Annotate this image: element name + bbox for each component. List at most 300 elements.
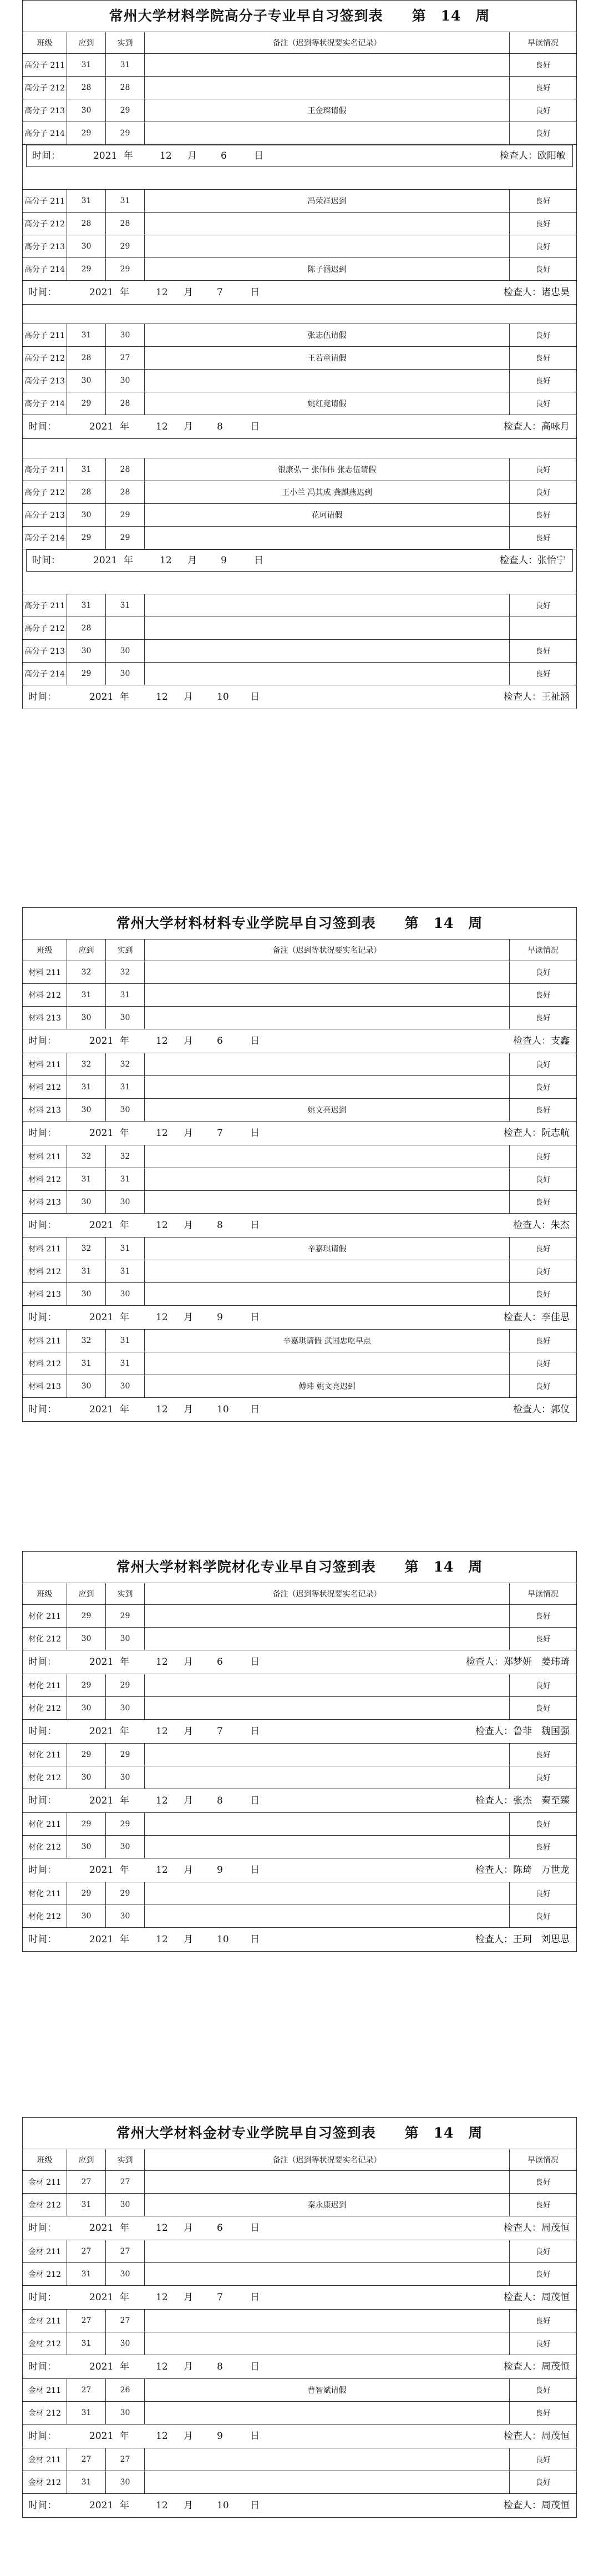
cell-status: 良好 xyxy=(535,1153,551,1161)
table-row xyxy=(23,1076,576,1099)
time-label: 时间： xyxy=(28,2223,57,2234)
time-label: 时间： xyxy=(28,1128,57,1139)
cell-note: 曹智斌请假 xyxy=(145,2379,510,2401)
cell-actual: 30 xyxy=(106,1375,145,1397)
time-label: 时间： xyxy=(28,1220,57,1231)
table-row xyxy=(23,1283,576,1306)
day-label: 日 xyxy=(250,2361,260,2372)
inspector-name: 陈琦 万世龙 xyxy=(513,1865,570,1876)
cell-class: 高分子 213 xyxy=(23,640,67,662)
cell-note xyxy=(145,122,510,144)
cell-class: 高分子 211 xyxy=(23,458,67,481)
inspector-label: 检查人： xyxy=(513,1220,551,1231)
day-label: 日 xyxy=(250,1312,260,1323)
cell-status: 良好 xyxy=(535,1751,551,1760)
cell-actual: 30 xyxy=(106,1099,145,1121)
cell-expected: 29 xyxy=(67,392,106,415)
cell-status: 良好 xyxy=(535,1843,551,1852)
cell-actual: 30 xyxy=(106,2194,145,2216)
cell-actual: 30 xyxy=(106,2263,145,2285)
cell-expected: 31 xyxy=(67,2194,106,2216)
day-block xyxy=(23,1053,576,1145)
cell-note: 王若童请假 xyxy=(145,347,510,369)
inspector xyxy=(504,2425,570,2448)
cell-status: 良好 xyxy=(535,511,551,520)
cell-note xyxy=(145,2448,510,2471)
cell-expected: 30 xyxy=(67,504,106,526)
inspector-name: 周茂恒 xyxy=(541,2223,570,2234)
day-label: 日 xyxy=(250,2500,260,2511)
cell-actual: 29 xyxy=(106,1813,145,1835)
month-value: 12 xyxy=(156,2223,168,2234)
cell-note: 姚红竟请假 xyxy=(145,392,510,415)
cell-class: 材料 211 xyxy=(23,1238,67,1260)
cell-expected: 29 xyxy=(67,1674,106,1696)
month-label: 月 xyxy=(184,421,193,432)
table-row xyxy=(23,1260,576,1283)
table-row xyxy=(23,663,576,685)
cell-status: 良好 xyxy=(535,1360,551,1368)
year-value: 2021 xyxy=(93,555,118,566)
table-row xyxy=(23,1053,576,1076)
table-row xyxy=(23,213,576,235)
inspector-label: 检查人： xyxy=(504,2223,541,2234)
cell-note xyxy=(145,594,510,617)
cell-actual: 31 xyxy=(106,1238,145,1260)
table-row xyxy=(23,1375,576,1398)
cell-expected: 31 xyxy=(67,324,106,346)
cell-actual: 29 xyxy=(106,504,145,526)
cell-actual: 30 xyxy=(106,1628,145,1650)
cell-class: 高分子 214 xyxy=(23,663,67,685)
inspector-label: 检查人： xyxy=(475,1795,513,1806)
cell-class: 金材 212 xyxy=(23,2402,67,2424)
month-label: 月 xyxy=(187,150,197,161)
year-value: 2021 xyxy=(89,1726,114,1737)
month-value: 12 xyxy=(156,1656,168,1668)
cell-expected: 31 xyxy=(67,2471,106,2493)
cell-expected: 30 xyxy=(67,640,106,662)
header-actual: 实到 xyxy=(106,2149,145,2170)
table-row xyxy=(23,2471,576,2494)
cell-actual: 29 xyxy=(106,1674,145,1696)
cell-actual xyxy=(106,617,145,639)
inspector-label: 检查人： xyxy=(504,2431,541,2442)
cell-expected: 29 xyxy=(67,1882,106,1905)
cell-class: 高分子 211 xyxy=(23,324,67,346)
time-label: 时间： xyxy=(28,2431,57,2442)
cell-actual: 29 xyxy=(106,1744,145,1766)
day-value: 6 xyxy=(221,150,227,161)
day-value: 8 xyxy=(217,421,223,432)
table-row xyxy=(23,77,576,99)
cell-status: 良好 xyxy=(535,1890,551,1898)
table-row xyxy=(23,347,576,370)
inspector xyxy=(504,281,570,304)
inspector-name: 高咏月 xyxy=(541,421,570,432)
year-value: 2021 xyxy=(89,1404,114,1415)
day-value: 10 xyxy=(217,691,229,703)
cell-expected: 30 xyxy=(67,1099,106,1121)
table-header xyxy=(23,32,576,54)
cell-expected: 30 xyxy=(67,99,106,122)
day-block xyxy=(23,1674,576,1744)
time-label: 时间： xyxy=(28,287,57,298)
day-label: 日 xyxy=(250,1795,260,1806)
month-value: 12 xyxy=(160,555,172,566)
day-value: 9 xyxy=(221,555,227,566)
inspector-label: 检查人： xyxy=(475,1865,513,1876)
time-label: 时间： xyxy=(28,1934,57,1945)
year-label: 年 xyxy=(120,421,129,432)
cell-status: 良好 xyxy=(535,968,551,977)
cell-class: 高分子 211 xyxy=(23,190,67,212)
year-value: 2021 xyxy=(89,1312,114,1323)
cell-expected: 29 xyxy=(67,1744,106,1766)
cell-expected: 31 xyxy=(67,1352,106,1375)
cell-note xyxy=(145,1260,510,1282)
day-value: 6 xyxy=(217,1036,223,1047)
cell-actual: 27 xyxy=(106,2240,145,2262)
cell-note xyxy=(145,2402,510,2424)
cell-expected: 31 xyxy=(67,1260,106,1282)
day-value: 9 xyxy=(217,1312,223,1323)
cell-note xyxy=(145,961,510,983)
year-label: 年 xyxy=(120,2500,129,2511)
time-label: 时间： xyxy=(28,1036,57,1047)
cell-expected: 27 xyxy=(67,2171,106,2193)
inspector-name: 欧阳敏 xyxy=(537,150,566,161)
inspector-name: 李佳思 xyxy=(541,1312,570,1323)
cell-note xyxy=(145,527,510,549)
year-label: 年 xyxy=(120,2223,129,2234)
cell-status: 良好 xyxy=(535,1774,551,1782)
cell-class: 材化 212 xyxy=(23,1628,67,1650)
cell-note: 辛嘉琪请假 xyxy=(145,1238,510,1260)
cell-status: 良好 xyxy=(535,1337,551,1346)
day-block xyxy=(23,2379,576,2448)
month-label: 月 xyxy=(184,287,193,298)
cell-class: 材料 212 xyxy=(23,1168,67,1190)
cell-note xyxy=(145,640,510,662)
year-value: 2021 xyxy=(89,1656,114,1668)
cell-expected: 28 xyxy=(67,213,106,235)
inspector xyxy=(500,145,566,166)
cell-actual: 32 xyxy=(106,1145,145,1168)
day-value: 7 xyxy=(217,1128,223,1139)
cell-note xyxy=(145,2471,510,2493)
cell-class: 材料 211 xyxy=(23,1145,67,1168)
inspector-name: 郑梦妍 姜玮琦 xyxy=(504,1656,570,1668)
cell-actual: 29 xyxy=(106,235,145,257)
cell-actual: 32 xyxy=(106,1053,145,1075)
year-value: 2021 xyxy=(89,421,114,432)
cell-actual: 29 xyxy=(106,99,145,122)
table-row xyxy=(23,1145,576,1168)
day-block xyxy=(23,2240,576,2310)
cell-actual: 31 xyxy=(106,594,145,617)
cell-status: 良好 xyxy=(535,488,551,497)
inspector xyxy=(466,1650,570,1674)
cell-actual: 27 xyxy=(106,2171,145,2193)
inspector-name: 阮志航 xyxy=(541,1128,570,1139)
cell-class: 高分子 213 xyxy=(23,235,67,257)
cell-actual: 29 xyxy=(106,258,145,280)
day-footer xyxy=(23,685,576,709)
cell-note xyxy=(145,2310,510,2332)
table-row xyxy=(23,392,576,415)
cell-expected: 29 xyxy=(67,663,106,685)
month-value: 12 xyxy=(156,691,168,703)
cell-note xyxy=(145,1191,510,1213)
cell-expected: 30 xyxy=(67,1836,106,1858)
year-label: 年 xyxy=(120,1220,129,1231)
inspector-label: 检查人： xyxy=(475,1934,513,1945)
table-row xyxy=(23,235,576,258)
cell-expected: 30 xyxy=(67,1766,106,1789)
cell-note xyxy=(145,1836,510,1858)
cell-status: 良好 xyxy=(535,2478,551,2487)
table-row xyxy=(23,2310,576,2332)
cell-actual: 29 xyxy=(106,122,145,144)
cell-actual: 28 xyxy=(106,213,145,235)
day-footer xyxy=(23,2425,576,2448)
cell-note xyxy=(145,1053,510,1075)
header-class: 班级 xyxy=(23,2149,67,2170)
inspector xyxy=(504,415,570,438)
cell-actual: 31 xyxy=(106,1330,145,1352)
header-expected: 应到 xyxy=(67,32,106,53)
inspector-name: 支鑫 xyxy=(551,1036,570,1047)
cell-actual: 31 xyxy=(106,1168,145,1190)
month-label: 月 xyxy=(184,1404,193,1415)
cell-class: 材化 211 xyxy=(23,1882,67,1905)
cell-actual: 28 xyxy=(106,458,145,481)
day-value: 10 xyxy=(217,2500,229,2511)
year-label: 年 xyxy=(120,1795,129,1806)
inspector-label: 检查人： xyxy=(466,1656,504,1668)
day-label: 日 xyxy=(250,2431,260,2442)
header-note: 备注（迟到等状况要实名记录） xyxy=(145,2149,510,2170)
month-value: 12 xyxy=(156,2431,168,2442)
cell-actual: 30 xyxy=(106,370,145,392)
table-row xyxy=(23,1191,576,1214)
sheet-title: 常州大学材料材料专业学院早自习签到表 第 14 周 xyxy=(23,908,576,940)
cell-class: 金材 211 xyxy=(23,2310,67,2332)
year-label: 年 xyxy=(120,1404,129,1415)
cell-status: 良好 xyxy=(535,1612,551,1621)
cell-status: 良好 xyxy=(535,1704,551,1713)
header-note: 备注（迟到等状况要实名记录） xyxy=(145,940,510,961)
cell-status: 良好 xyxy=(535,107,551,115)
inspector-label: 检查人： xyxy=(475,1726,513,1737)
cell-expected: 29 xyxy=(67,1813,106,1835)
cell-note xyxy=(145,1352,510,1375)
cell-note xyxy=(145,1605,510,1627)
cell-expected: 28 xyxy=(67,617,106,639)
signin-sheet-materials xyxy=(22,907,577,1422)
day-label: 日 xyxy=(250,1656,260,1668)
table-row xyxy=(23,190,576,213)
cell-status: 良好 xyxy=(535,1198,551,1207)
cell-status: 良好 xyxy=(535,602,551,610)
cell-status: 良好 xyxy=(535,331,551,340)
cell-status: 良好 xyxy=(535,1290,551,1299)
inspector xyxy=(475,1858,570,1882)
day-footer xyxy=(26,549,573,572)
cell-note xyxy=(145,54,510,76)
inspector-label: 检查人： xyxy=(504,1312,541,1323)
time-label: 时间： xyxy=(32,150,60,161)
cell-status: 良好 xyxy=(535,265,551,274)
sheet-title: 常州大学材料金材专业学院早自习签到表 第 14 周 xyxy=(23,2118,576,2149)
cell-actual: 30 xyxy=(106,1007,145,1029)
cell-status: 良好 xyxy=(535,2270,551,2279)
table-row xyxy=(23,504,576,527)
cell-actual: 30 xyxy=(106,1766,145,1789)
table-row xyxy=(23,1766,576,1789)
cell-expected: 31 xyxy=(67,2402,106,2424)
table-row xyxy=(23,99,576,122)
table-row xyxy=(23,2379,576,2402)
cell-expected: 32 xyxy=(67,1330,106,1352)
day-block xyxy=(23,1238,576,1330)
cell-status xyxy=(510,617,576,639)
cell-note xyxy=(145,1744,510,1766)
cell-note xyxy=(145,2332,510,2355)
inspector-label: 检查人： xyxy=(504,2292,541,2303)
table-row xyxy=(23,2171,576,2194)
month-value: 12 xyxy=(156,1795,168,1806)
cell-expected: 30 xyxy=(67,1905,106,1927)
table-row xyxy=(23,961,576,984)
table-row xyxy=(23,984,576,1007)
cell-class: 金材 211 xyxy=(23,2448,67,2471)
cell-expected: 32 xyxy=(67,1053,106,1075)
day-value: 10 xyxy=(217,1934,229,1945)
table-row xyxy=(23,1697,576,1720)
year-label: 年 xyxy=(120,1656,129,1668)
table-row xyxy=(23,481,576,504)
cell-status: 良好 xyxy=(535,2340,551,2348)
month-label: 月 xyxy=(184,1865,193,1876)
year-label: 年 xyxy=(120,1934,129,1945)
cell-note xyxy=(145,617,510,639)
cell-status: 良好 xyxy=(535,1245,551,1254)
cell-class: 高分子 214 xyxy=(23,258,67,280)
cell-class: 材化 212 xyxy=(23,1766,67,1789)
cell-status: 良好 xyxy=(535,1820,551,1829)
cell-expected: 31 xyxy=(67,190,106,212)
cell-actual: 30 xyxy=(106,1836,145,1858)
month-value: 12 xyxy=(156,1404,168,1415)
cell-note xyxy=(145,1007,510,1029)
cell-expected: 30 xyxy=(67,1283,106,1305)
day-value: 10 xyxy=(217,1404,229,1415)
cell-class: 材化 212 xyxy=(23,1836,67,1858)
inspector xyxy=(475,1720,570,1743)
time-label: 时间： xyxy=(28,1656,57,1668)
month-value: 12 xyxy=(156,1934,168,1945)
day-block xyxy=(23,458,576,572)
cell-note: 姚文亮迟到 xyxy=(145,1099,510,1121)
cell-actual: 28 xyxy=(106,77,145,99)
inspector-label: 检查人： xyxy=(513,1404,551,1415)
cell-expected: 30 xyxy=(67,1191,106,1213)
cell-class: 材料 212 xyxy=(23,1076,67,1098)
cell-status: 良好 xyxy=(535,2201,551,2210)
time-label: 时间： xyxy=(28,2361,57,2372)
month-label: 月 xyxy=(184,2361,193,2372)
inspector-name: 周茂恒 xyxy=(541,2361,570,2372)
header-note: 备注（迟到等状况要实名记录） xyxy=(145,32,510,53)
table-row xyxy=(23,1882,576,1905)
cell-status: 良好 xyxy=(535,1060,551,1069)
day-footer xyxy=(23,1214,576,1238)
month-label: 月 xyxy=(184,1726,193,1737)
table-row xyxy=(23,1813,576,1836)
cell-class: 材料 213 xyxy=(23,1007,67,1029)
inspector xyxy=(513,1029,570,1053)
cell-expected: 31 xyxy=(67,1168,106,1190)
cell-actual: 31 xyxy=(106,1352,145,1375)
cell-status: 良好 xyxy=(535,1635,551,1644)
cell-actual: 30 xyxy=(106,640,145,662)
cell-actual: 30 xyxy=(106,2471,145,2493)
header-class: 班级 xyxy=(23,32,67,53)
cell-class: 高分子 214 xyxy=(23,122,67,144)
cell-class: 材料 212 xyxy=(23,984,67,1006)
cell-status: 良好 xyxy=(535,400,551,408)
cell-status: 良好 xyxy=(535,1267,551,1276)
cell-class: 高分子 212 xyxy=(23,617,67,639)
month-label: 月 xyxy=(184,1128,193,1139)
year-value: 2021 xyxy=(89,1220,114,1231)
cell-actual: 29 xyxy=(106,1605,145,1627)
day-label: 日 xyxy=(250,421,260,432)
cell-note xyxy=(145,2171,510,2193)
cell-expected: 27 xyxy=(67,2310,106,2332)
cell-note xyxy=(145,370,510,392)
day-footer xyxy=(23,2216,576,2240)
year-label: 年 xyxy=(120,1726,129,1737)
cell-expected: 27 xyxy=(67,2379,106,2401)
year-value: 2021 xyxy=(89,1934,114,1945)
cell-status: 良好 xyxy=(535,2409,551,2418)
table-row xyxy=(23,1007,576,1029)
cell-class: 金材 211 xyxy=(23,2379,67,2401)
cell-class: 高分子 212 xyxy=(23,481,67,503)
cell-actual: 31 xyxy=(106,1076,145,1098)
day-block xyxy=(23,54,576,167)
table-row xyxy=(23,1628,576,1650)
day-block xyxy=(23,961,576,1053)
header-note: 备注（迟到等状况要实名记录） xyxy=(145,1583,510,1604)
cell-expected: 28 xyxy=(67,481,106,503)
inspector-name: 诸忠昊 xyxy=(541,287,570,298)
month-value: 12 xyxy=(156,1865,168,1876)
inspector-label: 检查人： xyxy=(504,287,541,298)
year-label: 年 xyxy=(120,1865,129,1876)
cell-class: 高分子 212 xyxy=(23,347,67,369)
header-class: 班级 xyxy=(23,1583,67,1604)
cell-expected: 31 xyxy=(67,2263,106,2285)
cell-class: 高分子 213 xyxy=(23,99,67,122)
cell-expected: 30 xyxy=(67,235,106,257)
year-label: 年 xyxy=(124,150,133,161)
time-label: 时间： xyxy=(28,2500,57,2511)
inspector xyxy=(504,2494,570,2517)
